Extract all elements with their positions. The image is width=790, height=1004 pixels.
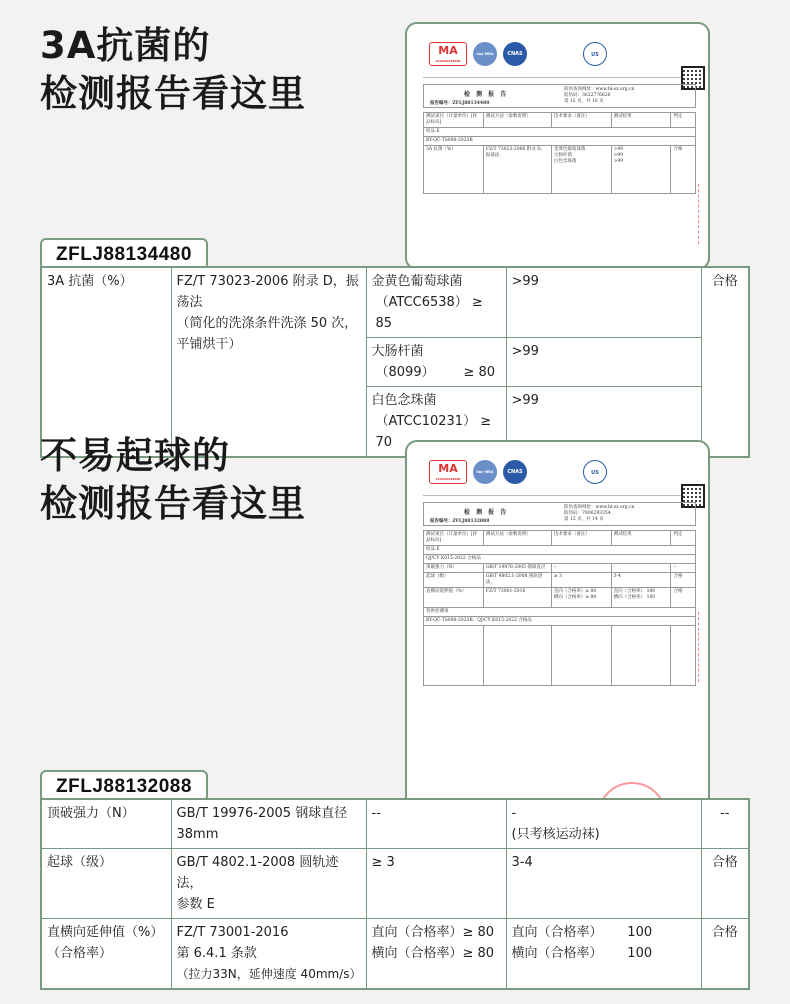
result-cell: >99: [506, 267, 701, 338]
verdict-cell: 合格: [701, 267, 749, 457]
item-cell: 3A 抗菌（%）: [41, 267, 171, 457]
section1-heading-line2: 检测报告看这里: [40, 72, 306, 115]
ma-logo-icon: MA 220020349680: [429, 460, 467, 484]
report-mini-table: 测试项目（计量单位）[样品标识] 测试方法（参数说明） 技术要求（备注） 测试结果 判定 样品 E BY-QC-TS006-2023B 3A 抗菌（%） FZ/T 73023-2006 附录 D，振荡法 金黄色葡萄球菌 大肠杆菌 白色念珠菌 >99 >99 >99 合格: [423, 112, 696, 194]
method-cell: GB/T 4802.1-2008 圆轨迹法， 参数 E: [171, 849, 366, 919]
section2-heading-line2: 检测报告看这里: [40, 482, 306, 525]
section1-detail-table: [40, 266, 750, 458]
result-cell: >99: [506, 338, 701, 387]
report-title-box: 检 测 报 告 报告编号：ZFLJ88132088 防伪查询网址：www.hl-sz.org.cn 防伪码：7806293354 第 12 页，共 14 页: [423, 502, 696, 526]
ilac-logo-icon: ilac-MRA: [473, 460, 497, 484]
result-cell: 3-4: [506, 849, 701, 919]
report-title-box: 检 测 报 告 报告编号：ZFLJ88134480 防伪查询网址：www.hl-sz.org.cn 防伪码：3622776626 第 12 页，共 18 页: [423, 84, 696, 108]
cnas-logo-icon: CNAS: [503, 42, 527, 66]
verdict-cell: 合格: [701, 919, 749, 990]
cma-seal-icon: US: [583, 42, 607, 66]
verdict-cell: 合格: [701, 849, 749, 919]
item-cell: 起球（级）: [41, 849, 171, 919]
organism-cell: 大肠杆菌 （8099） ≥ 80: [366, 338, 506, 387]
ma-logo-icon: MA 220020349680: [429, 42, 467, 66]
result-cell: - (只考核运动袜): [506, 799, 701, 849]
result-cell: 直向（合格率） 100 横向（合格率） 100: [506, 919, 701, 990]
section2-heading: [40, 432, 306, 528]
item-cell: 顶破强力（N）: [41, 799, 171, 849]
req-cell: --: [366, 799, 506, 849]
section2-report-code: ZFLJ88132088: [40, 770, 208, 802]
section1-heading-line1: 3A抗菌的: [40, 24, 211, 67]
stamp-strip: [698, 612, 708, 682]
section2-heading-line1: 不易起球的: [40, 434, 230, 477]
report-mini-table: 测试项目（计量单位）[样品标识] 测试方法（参数说明） 技术要求（备注） 测试结果 判定 样品 E QJ/CY K015-2022 合格品 顶破强力（N） GB/T 19976-2005 钢球直径 -- - -- 起球（级） GB/T 4802.1-2008 圆轨迹法， ≥ 3 3-4 合格 直横向延伸值（%） FZ/T 73001-2016 直向（合格率）≥ 80 横向（合格率）≥ 80 直向（合格率） 100 横向（合格率） 100 合格 客供检测项 BY-QC-TS006-2023B、QJ/CY K015-2022 合格品: [423, 530, 696, 686]
section1-heading: [40, 22, 306, 118]
method-cell: FZ/T 73023-2006 附录 D，振 荡法 （简化的洗涤条件洗涤 50 次， 平铺烘干）: [171, 267, 366, 457]
item-cell: 直横向延伸值（%） （合格率）: [41, 919, 171, 990]
organism-cell: 金黄色葡萄球菌 （ATCC6538） ≥ 85: [366, 267, 506, 338]
cnas-logo-icon: CNAS: [503, 460, 527, 484]
ilac-logo-icon: ilac-MRA: [473, 42, 497, 66]
req-cell: 直向（合格率）≥ 80 横向（合格率）≥ 80: [366, 919, 506, 990]
stamp-strip: [698, 184, 708, 244]
organism-cell: 白色念珠菌 （ATCC10231） ≥ 70: [366, 387, 506, 458]
section1-report-preview: [405, 22, 710, 270]
section2-detail-table: [40, 798, 750, 990]
req-cell: ≥ 3: [366, 849, 506, 919]
method-cell: GB/T 19976-2005 钢球直径 38mm: [171, 799, 366, 849]
method-cell: FZ/T 73001-2016 第 6.4.1 条款 （拉力33N，延伸速度 40mm/s）: [171, 919, 366, 990]
cma-seal-icon: US: [583, 460, 607, 484]
result-cell: >99: [506, 387, 701, 458]
section2-report-preview: [405, 440, 710, 810]
section1-report-code: ZFLJ88134480: [40, 238, 208, 270]
verdict-cell: --: [701, 799, 749, 849]
